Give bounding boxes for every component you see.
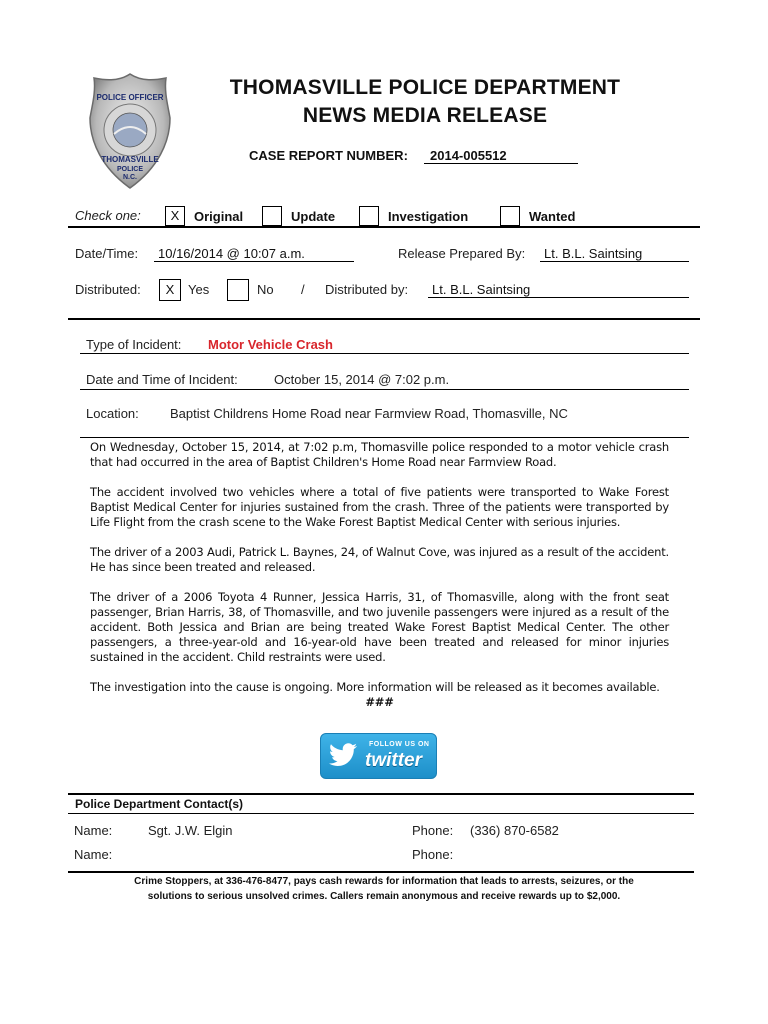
contact-phone-label: Phone:: [412, 847, 454, 862]
case-report-number: 2014-005512: [424, 148, 578, 164]
divider: [80, 389, 689, 390]
paragraph: The driver of a 2003 Audi, Patrick L. Baynes, 24, of Walnut Cove, was injured as a result of the accident. He has since been treated and released.: [90, 545, 669, 574]
datetime-value: 10/16/2014 @ 10:07 a.m.: [154, 246, 354, 262]
crime-stoppers-line1: Crime Stoppers, at 336-476-8477, pays cash rewards for information that leads to arrests, seizures, or the: [134, 876, 634, 887]
incident-type-label: Type of Incident:: [86, 337, 182, 352]
divider: [68, 226, 700, 228]
checkbox-original-label: Original: [194, 209, 244, 224]
case-report-label: CASE REPORT NUMBER:: [249, 148, 408, 163]
badge-text-top: POLICE OFFICER: [96, 93, 164, 102]
datetime-label: Date/Time:: [75, 246, 139, 261]
incident-type-value: Motor Vehicle Crash: [208, 337, 333, 352]
twitter-follow-text: FOLLOW US ON: [369, 741, 430, 748]
checkbox-yes[interactable]: X: [159, 279, 181, 301]
contact-phone-value: (336) 870-6582: [470, 823, 559, 838]
crime-stoppers-line2: solutions to serious unsolved crimes. Callers remain anonymous and receive rewards up to $2,000.: [147, 891, 621, 902]
divider: [80, 437, 689, 438]
paragraph: The driver of a 2006 Toyota 4 Runner, Jessica Harris, 31, of Thomasville, along with the front seat passenger, Brian Harris, 38, of Thomasville, and two juvenile passengers were injured as a result of the accident. Both Jessica and Brian are being treated Wake Forest Baptist Medical Center. The other passengers, a three-year-old and 16-year-old have been treated and released for minor injuries sustained in the accident. Child restraints were used.: [90, 590, 669, 664]
checkbox-wanted-label: Wanted: [529, 209, 576, 224]
checkbox-wanted[interactable]: [500, 206, 520, 226]
checkbox-update[interactable]: [262, 206, 282, 226]
checkbox-no-label: No: [257, 282, 274, 297]
contacts-heading: Police Department Contact(s): [75, 797, 244, 811]
checkbox-investigation[interactable]: [359, 206, 379, 226]
checkbox-update-label: Update: [291, 209, 336, 224]
badge-text-police: POLICE: [116, 166, 144, 173]
divider: [68, 871, 694, 873]
checkbox-no[interactable]: [227, 279, 249, 301]
page-subtitle: NEWS MEDIA RELEASE: [302, 104, 548, 127]
badge-text-state: N.C.: [123, 174, 137, 181]
paragraph: The investigation into the cause is ongoing. More information will be released as it becomes available.: [90, 680, 660, 694]
twitter-bird-icon: [327, 741, 359, 771]
location-value: Baptist Childrens Home Road near Farmview Road, Thomasville, NC: [170, 406, 568, 421]
distributed-by-label: Distributed by:: [325, 282, 409, 297]
checkbox-investigation-label: Investigation: [388, 209, 469, 224]
incident-datetime-value: October 15, 2014 @ 7:02 p.m.: [274, 372, 450, 387]
divider: [68, 813, 694, 814]
divider: [80, 353, 689, 354]
incident-datetime-label: Date and Time of Incident:: [86, 372, 238, 387]
paragraph: The accident involved two vehicles where a total of five patients were transported to Wake Forest Baptist Medical Center for injuries sustained from the crash. Three of the patients were transported by Life Flight from the crash scene to the Wake Forest Baptist Medical Center with serious injuries.: [90, 485, 669, 529]
checkbox-yes-label: Yes: [188, 282, 210, 297]
distributed-label: Distributed:: [75, 282, 141, 297]
divider: [68, 318, 700, 320]
police-badge-icon: [88, 72, 172, 190]
twitter-brand-text: twitter: [365, 750, 422, 771]
follow-twitter-button[interactable]: [320, 733, 437, 779]
contact-phone-label: Phone:: [412, 823, 454, 838]
badge-text-city: THOMASVILLE: [101, 155, 159, 164]
contact-name-value: Sgt. J.W. Elgin: [148, 823, 233, 838]
location-label: Location:: [86, 406, 139, 421]
distributed-by-value: Lt. B.L. Saintsing: [428, 282, 689, 298]
contact-name-label: Name:: [74, 823, 113, 838]
prepared-by-label: Release Prepared By:: [398, 246, 526, 261]
contact-name-label: Name:: [74, 847, 113, 862]
release-body: [90, 440, 669, 710]
page-title: THOMASVILLE POLICE DEPARTMENT: [229, 76, 621, 99]
prepared-by-value: Lt. B.L. Saintsing: [540, 246, 689, 262]
separator-slash: /: [301, 282, 305, 297]
checkbox-original[interactable]: X: [165, 206, 185, 226]
end-mark: ###: [365, 695, 394, 709]
divider: [68, 793, 694, 795]
paragraph: On Wednesday, October 15, 2014, at 7:02 p.m, Thomasville police responded to a motor vehicle crash that had occurred in the area of Baptist Children's Home Road near Farmview Road.: [90, 440, 669, 469]
check-one-label: Check one:: [75, 208, 141, 223]
